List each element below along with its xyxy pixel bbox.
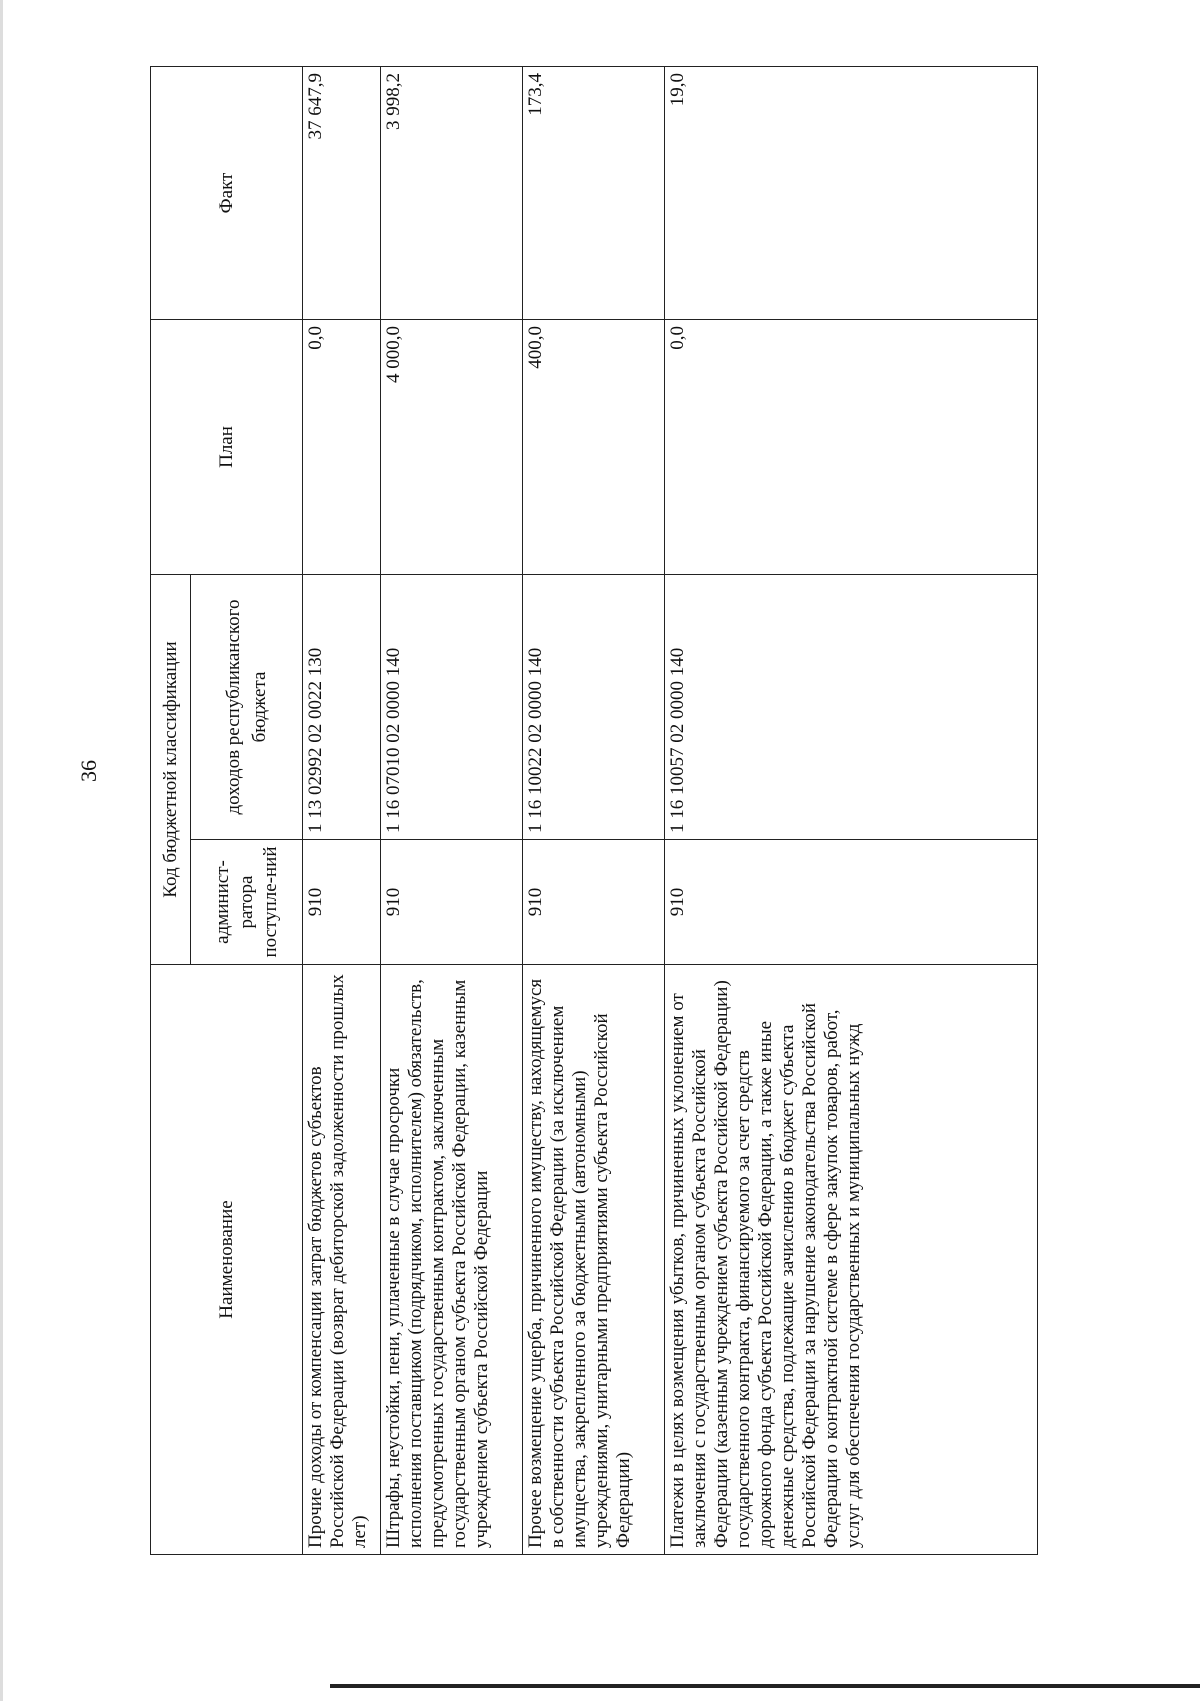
page-number: 36 xyxy=(76,760,101,782)
row-plan: 0,0 xyxy=(665,320,1038,575)
budget-table xyxy=(150,66,1038,1555)
row-admin-code: 910 xyxy=(381,840,523,965)
row-plan: 4 000,0 xyxy=(381,320,523,575)
header-plan: План xyxy=(151,320,303,575)
table-row xyxy=(665,67,1038,1555)
row-admin-code: 910 xyxy=(523,840,665,965)
row-income-code: 1 16 07010 02 0000 140 xyxy=(381,575,523,840)
row-name: Платежи в целях возмещения убытков, причиненных уклонением от заключения с государственным органом субъекта Российской Федерации (казенным учреждением субъекта Российской Федерации) государственного контракта, финансируемого за счет средств дорожного фонда субъекта Российской Федерации, а также иные денежные средства, подлежащие зачислению в бюджет субъекта Российской Федерации за нарушение законодательства Российской Федерации о контрактной системе в сфере закупок товаров, работ, услуг для обеспечения государственных и муниципальных нужд xyxy=(665,965,1038,1555)
row-fact: 19,0 xyxy=(665,67,1038,320)
header-fact: Факт xyxy=(151,67,303,320)
scan-bottom-edge xyxy=(330,1684,1200,1688)
row-name: Прочие доходы от компенсации затрат бюджетов субъектов Российской Федерации (возврат дебиторской задолженности прошлых лет) xyxy=(303,965,381,1555)
table-row xyxy=(303,67,381,1555)
header-income: доходов республиканского бюджета xyxy=(191,575,303,840)
row-plan: 400,0 xyxy=(523,320,665,575)
row-admin-code: 910 xyxy=(303,840,381,965)
row-income-code: 1 16 10022 02 0000 140 xyxy=(523,575,665,840)
header-name: Наименование xyxy=(151,965,303,1555)
header-row-1 xyxy=(151,67,191,1555)
row-fact: 173,4 xyxy=(523,67,665,320)
header-code-group: Код бюджетной классификации xyxy=(151,575,191,965)
row-name: Штрафы, неустойки, пени, уплаченные в случае просрочки исполнения поставщиком (подрядчиком, исполнителем) обязательств, предусмотренных государственным контрактом, заключенным государственным органом субъекта Российской Федерации, казенным учреждением субъекта Российской Федерации xyxy=(381,965,523,1555)
row-income-code: 1 13 02992 02 0022 130 xyxy=(303,575,381,840)
table-row xyxy=(381,67,523,1555)
table-row xyxy=(523,67,665,1555)
scan-edge xyxy=(0,0,3,1701)
row-name: Прочее возмещение ущерба, причиненного имуществу, находящемуся в собственности субъекта Российской Федерации (за исключением имущества, закрепленного за бюджетными (автономными) учреждениями, унитарными предприятиями субъекта Российской Федерации) xyxy=(523,965,665,1555)
row-fact: 3 998,2 xyxy=(381,67,523,320)
budget-table-rotated xyxy=(150,67,1038,1555)
row-plan: 0,0 xyxy=(303,320,381,575)
row-admin-code: 910 xyxy=(665,840,1038,965)
row-fact: 37 647,9 xyxy=(303,67,381,320)
row-income-code: 1 16 10057 02 0000 140 xyxy=(665,575,1038,840)
header-admin: админист-ратора поступле-ний xyxy=(191,840,303,965)
